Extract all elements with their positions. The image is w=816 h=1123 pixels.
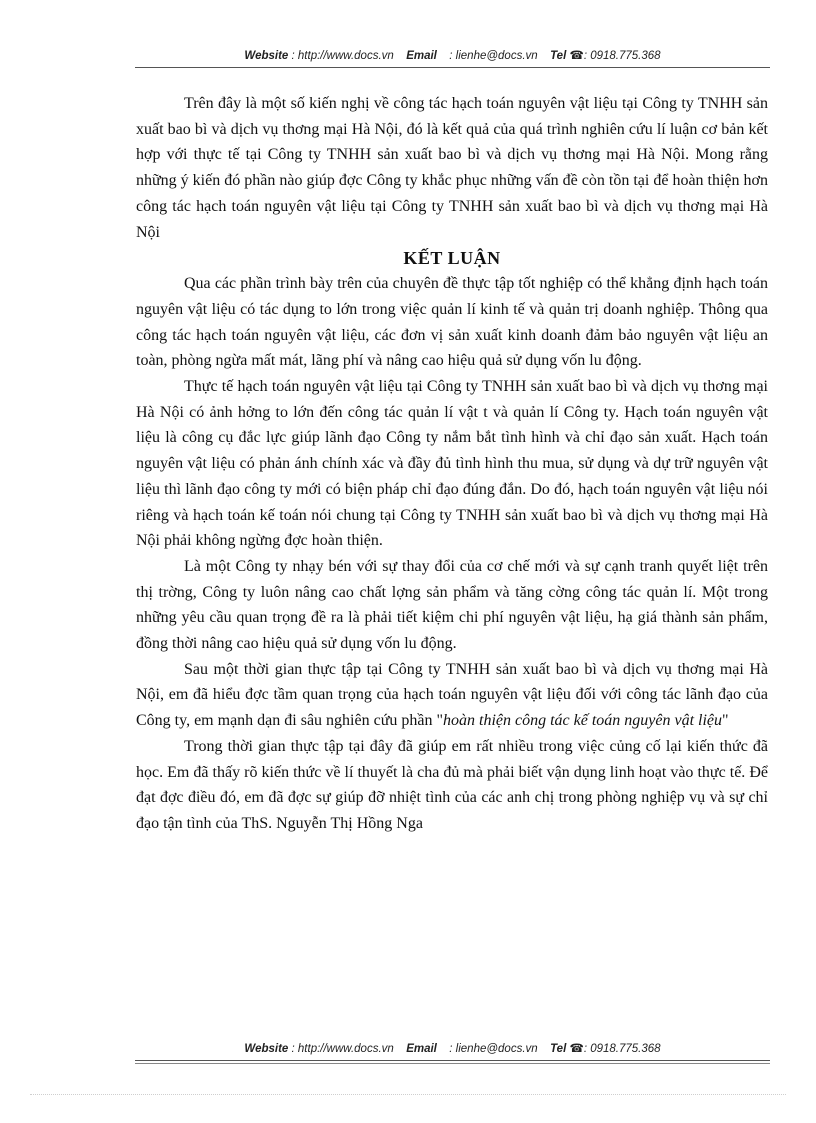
- footer-tel-label: Tel: [550, 1043, 567, 1055]
- conclusion-paragraph-3: Là một Công ty nhạy bén với sự thay đổi của cơ chế mới và sự cạnh tranh quyết liệt trên thị trờng, Công ty luôn nâng cao chất lợng sản phẩm và tăng cờng công tác quản lí. Một trong những yêu cầu quan trọng đề ra là phải tiết kiệm chi phí nguyên vật liệu, hạ giá thành sản phẩm, đồng thời nâng cao hiệu quả sử dụng vốn lu động.: [136, 557, 768, 653]
- footer-divider-secondary: [135, 1063, 770, 1064]
- paragraph-4-end: ": [722, 712, 729, 730]
- document-body: [136, 91, 768, 837]
- telephone-icon: ☎: [569, 1043, 584, 1055]
- paragraph-4-italic: hoàn thiện công tác kế toán nguyên vật liệu: [443, 712, 723, 730]
- conclusion-paragraph-4: [136, 657, 768, 734]
- footer-website-link[interactable]: : http://www.docs.vn: [291, 1043, 394, 1055]
- footer-tel-value: : 0918.775.368: [583, 1043, 661, 1055]
- footer-website-label: Website: [244, 1043, 289, 1055]
- page-bottom-dotted-line: [30, 1094, 786, 1095]
- header-tel-value: : 0918.775.368: [583, 50, 661, 62]
- paragraph-4-text: Sau một thời gian thực tập tại Công ty TNHH sản xuất bao bì và dịch vụ thơng mại Hà Nội, em đã hiểu đợc tầm quan trọng của hạch toán nguyên vật liệu đối với công tác lãnh đạo của Công ty, em mạnh dạn đi sâu nghiên cứu phần ": [136, 660, 768, 730]
- conclusion-paragraph-2: Thực tế hạch toán nguyên vật liệu tại Công ty TNHH sản xuất bao bì và dịch vụ thơng mại Hà Nội có ảnh hởng to lớn đến công tác quản lí vật t và quản lí Công ty. Hạch toán nguyên vật liệu là công cụ đắc lực giúp lãnh đạo Công ty nắm bắt tình hình và chỉ đạo sản xuất. Hạch toán nguyên vật liệu có phản ánh chính xác và đầy đủ tình hình thu mua, sử dụng và dự trữ nguyên vật liệu thì lãnh đạo công ty mới có biện pháp chỉ đạo đúng đắn. Do đó, hạch toán nguyên vật liệu nói riêng và hạch toán kế toán nói chung tại Công ty TNHH sản xuất bao bì và dịch vụ thơng mại Hà Nội phải không ngừng đợc hoàn thiện.: [136, 378, 768, 550]
- section-heading: KẾT LUẬN: [403, 248, 501, 269]
- footer-divider: [135, 1060, 770, 1061]
- header-tel-label: Tel: [550, 50, 567, 62]
- telephone-icon: ☎: [569, 50, 584, 62]
- header-website-label: Website: [244, 50, 289, 62]
- page-footer: [135, 1041, 770, 1055]
- footer-email-link[interactable]: : lienhe@docs.vn: [449, 1043, 538, 1055]
- intro-paragraph: Trên đây là một số kiến nghị về công tác hạch toán nguyên vật liệu tại Công ty TNHH sản xuất bao bì và dịch vụ thơng mại Hà Nội, đó là kết quả của quá trình nghiên cứu lí luận cơ bản kết hợp với thực tế tại Công ty TNHH sản xuất bao bì và dịch vụ thơng mại Hà Nội. Mong rằng những ý kiến đó phần nào giúp đợc Công ty khắc phục những vấn đề còn tồn tại để hoàn thiện hơn công tác hạch toán nguyên vật liệu tại Công ty TNHH sản xuất bao bì và dịch vụ thơng mại Hà Nội: [136, 95, 768, 241]
- header-email-label: Email: [406, 50, 437, 62]
- header-website-link[interactable]: : http://www.docs.vn: [291, 50, 394, 62]
- footer-email-label: Email: [406, 1043, 437, 1055]
- conclusion-paragraph-5: Trong thời gian thực tập tại đây đã giúp em rất nhiều trong việc củng cố lại kiến thức đã học. Em đã thấy rõ kiến thức về lí thuyết là cha đủ mà phải biết vận dụng linh hoạt vào thực tế. Để đạt đợc điều đó, em đã đợc sự giúp đỡ nhiệt tình của các anh chị trong phòng nghiệp vụ và sự chỉ đạo tận tình của ThS. Nguyễn Thị Hồng Nga: [136, 737, 768, 832]
- page-header: [135, 48, 770, 62]
- header-email-link[interactable]: : lienhe@docs.vn: [449, 50, 538, 62]
- conclusion-paragraph-1: Qua các phần trình bày trên của chuyên đề thực tập tốt nghiệp có thể khẳng định hạch toán nguyên vật liệu có tác dụng to lớn trong việc quản lí kinh tế và quản trị doanh nghiệp. Thông qua công tác hạch toán nguyên vật liệu, các đơn vị sản xuất kinh doanh đảm bảo nguyên vật liệu an toàn, phòng ngừa mất mát, lãng phí và nâng cao hiệu quả sử dụng vốn lu động.: [136, 275, 768, 370]
- header-divider: [135, 67, 770, 68]
